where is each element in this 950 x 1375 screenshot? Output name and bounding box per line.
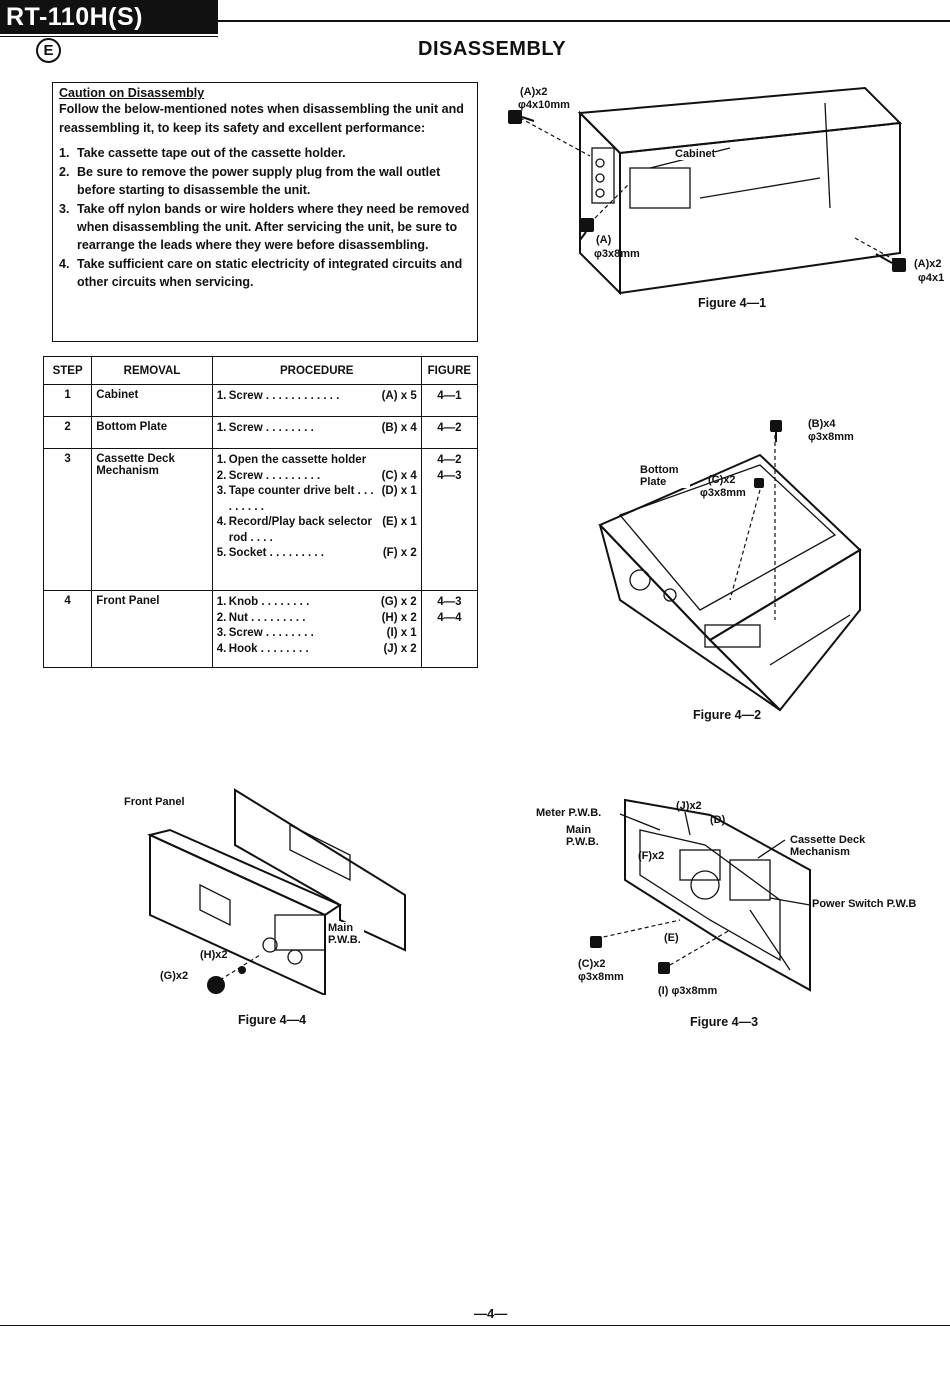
label-c: (C)x2 <box>708 474 736 486</box>
header-rule <box>218 20 950 22</box>
figure-cell: 4—3 4—4 <box>421 591 477 668</box>
label-a-right: (A)x2 <box>914 258 942 270</box>
nut-icon <box>238 966 246 974</box>
table-header-row <box>44 357 478 385</box>
label-a-right-size: φ4x1 <box>918 272 945 284</box>
figure-4-4 <box>110 785 430 1035</box>
removal-part: Cabinet <box>92 385 213 417</box>
header-rule-short <box>0 36 218 37</box>
language-badge: E <box>36 38 61 63</box>
step-number: 2 <box>44 417 92 449</box>
screw-icon <box>508 110 534 124</box>
label-i: (I) φ3x8mm <box>658 985 718 997</box>
caution-list <box>59 144 471 291</box>
figure-cell: 4—2 <box>421 417 477 449</box>
caution-box <box>52 82 478 342</box>
label-a-left: (A) <box>596 234 612 246</box>
caution-title: Caution on Disassembly <box>59 86 205 100</box>
label-b: (B)x4 <box>808 418 836 430</box>
screw-icon <box>770 420 782 442</box>
screw-icon <box>580 218 594 240</box>
bottom-plate-drawing <box>530 410 900 730</box>
figure-4-3 <box>530 790 950 1040</box>
figure-4-2-caption: Figure 4—2 <box>693 708 762 722</box>
label-g: (G)x2 <box>160 970 189 982</box>
footer-rule <box>0 1325 950 1326</box>
removal-part: Front Panel <box>92 591 213 668</box>
header-step: STEP <box>44 357 92 385</box>
page-number: —4— <box>474 1306 508 1321</box>
header-procedure: PROCEDURE <box>212 357 421 385</box>
removal-part: Cassette Deck Mechanism <box>92 449 213 591</box>
knob-icon <box>207 976 225 994</box>
screw-icon <box>754 478 764 488</box>
figure-4-4-caption: Figure 4—4 <box>238 1013 307 1027</box>
page-title: DISASSEMBLY <box>418 38 567 60</box>
figure-4-3-caption: Figure 4—3 <box>690 1015 759 1029</box>
label-j: (J)x2 <box>676 800 702 812</box>
figure-4-1 <box>500 68 950 328</box>
procedure-cell: 1. Open the cassette holder 2. Screw . . . . . . . . . (C) x 4 3. Tape counter drive belt . . . . . . . . . (D) x 1 4. Record/Play back selector rod . . . . (E) x 1 5. Socket . . . . . . . . . (F) x 2 <box>212 449 421 591</box>
step-number: 3 <box>44 449 92 591</box>
header-removal: REMOVAL <box>92 357 213 385</box>
label-f: (F)x2 <box>638 850 665 862</box>
model-number: RT-110H(S) <box>0 0 218 34</box>
figure-4-2 <box>530 410 900 730</box>
procedure-cell: 1. Screw . . . . . . . . . . . . (A) x 5 <box>212 385 421 417</box>
removal-part: Bottom Plate <box>92 417 213 449</box>
label-power-switch: Power Switch P.W.B <box>812 898 917 910</box>
figure-cell: 4—1 <box>421 385 477 417</box>
screw-icon <box>658 962 670 974</box>
disassembly-steps-table <box>43 356 478 668</box>
label-d: (D) <box>710 814 726 826</box>
label-front-panel: Front Panel <box>124 796 185 808</box>
label-b-size: φ3x8mm <box>808 431 854 443</box>
screw-icon <box>876 254 906 272</box>
label-main-pwb: Main P.W.B. <box>566 824 599 848</box>
caution-item: 1. Take cassette tape out of the cassette holder. <box>59 146 346 160</box>
label-a-top-size: φ4x10mm <box>518 99 570 111</box>
table-row <box>44 385 478 417</box>
label-a-left-size: φ3x8mm <box>594 248 640 260</box>
label-cassette-deck: Cassette Deck Mechanism <box>790 834 866 858</box>
figure-4-1-caption: Figure 4—1 <box>698 296 767 310</box>
label-a-top: (A)x2 <box>520 86 548 98</box>
procedure-cell: 1. Knob . . . . . . . . (G) x 2 2. Nut . . . . . . . . . (H) x 2 3. Screw . . . . . . . . (I) x 1 4. Hook . . . . . . . . (J) x 2 <box>212 591 421 668</box>
label-main-pwb: Main P.W.B. <box>328 922 364 946</box>
figure-cell: 4—2 4—3 <box>421 449 477 591</box>
label-c-size: φ3x8mm <box>578 971 624 983</box>
label-e: (E) <box>664 932 679 944</box>
step-number: 4 <box>44 591 92 668</box>
label-cabinet: Cabinet <box>675 148 716 160</box>
table-row <box>44 417 478 449</box>
screw-icon <box>590 936 602 948</box>
caution-item: 3. Take off nylon bands or wire holders where they need be removed when disassembling the unit. After servicing the unit, be sure to rearrange the leads where they were before disassembling. <box>59 202 470 252</box>
label-h: (H)x2 <box>200 949 228 961</box>
caution-item: 2. Be sure to remove the power supply plug from the wall outlet before starting to disassemble the unit. <box>59 165 441 197</box>
table-row <box>44 449 478 591</box>
table-row <box>44 591 478 668</box>
step-number: 1 <box>44 385 92 417</box>
label-bottom-plate: Bottom Plate <box>640 464 690 488</box>
label-c: (C)x2 <box>578 958 606 970</box>
caution-intro: Follow the below-mentioned notes when disassembling the unit and reassembling it, to keep its safety and excellent performance: <box>59 102 464 135</box>
label-meter-pwb: Meter P.W.B. <box>536 807 602 819</box>
front-panel-drawing <box>110 785 430 995</box>
header-figure: FIGURE <box>421 357 477 385</box>
caution-item: 4. Take sufficient care on static electricity of integrated circuits and other circuits when servicing. <box>59 257 463 289</box>
label-c-size: φ3x8mm <box>700 487 746 499</box>
procedure-cell: 1. Screw . . . . . . . . (B) x 4 <box>212 417 421 449</box>
